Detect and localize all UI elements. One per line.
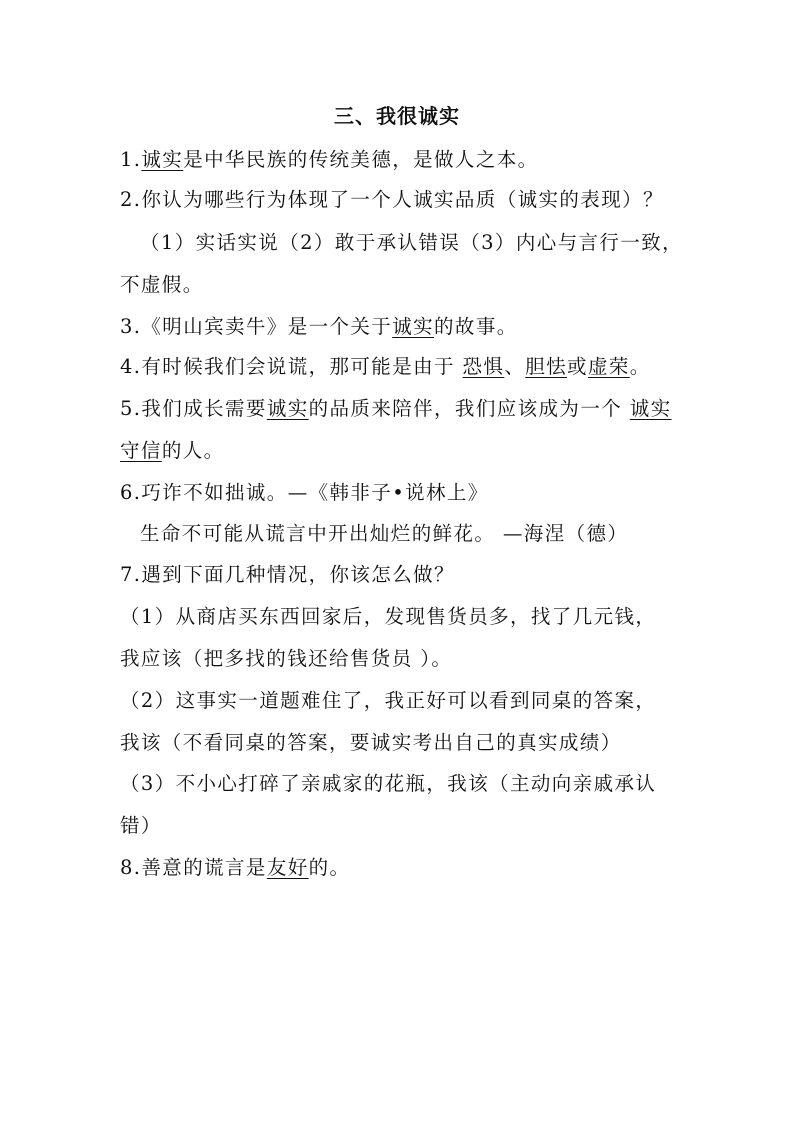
item-2-answer-line-1: （1）实话实说（2）敢于承认错误（3）内心与言行一致， [140,231,684,254]
item-3 [120,313,518,341]
item-7-question: 7.遇到下面几种情况，你该怎么做？ [120,563,455,586]
item-7-case-3-line-2: 错） [120,814,162,837]
item-1-number: 1. [120,148,142,171]
answer-blank: 胆怯 [525,355,568,378]
item-4 [120,353,651,381]
item-5-text-middle: 的品质来陪伴，我们应该成为一个 [308,397,623,420]
item-7-case-2-line-2: 我该（不看同桌的答案，要诚实考出自己的真实成绩） [120,731,622,754]
item-5-line-1 [120,395,672,423]
item-7-case-1-line-1: （1）从商店买东西回家后，发现售货员多，找了几元钱， [120,605,657,628]
item-2-answer-line-2: 不虚假。 [120,273,204,296]
item-2-question: 2.你认为哪些行为体现了一个人诚实品质（诚实的表现）？ [120,188,664,211]
answer-blank: 守信 [120,439,162,462]
item-1 [120,146,539,174]
answer-blank: 诚实 [629,397,672,420]
item-4-sep: 、 [504,355,526,378]
answer-blank: 诚实 [266,397,309,420]
item-7-case-3-line-1: （3）不小心打碎了亲戚家的花瓶，我该（主动向亲戚承认 [120,772,657,795]
answer-blank: 友好 [266,856,309,879]
item-1-text: 是中华民族的传统美德，是做人之本。 [183,148,539,171]
answer-blank: 诚实 [141,148,184,171]
answer-blank: 虚荣 [587,355,630,378]
item-6-line-2: 生命不可能从谎言中开出灿烂的鲜花。 —海涅（德） [140,522,629,545]
item-8-text-end: 的。 [308,856,351,879]
item-5-line-2 [120,437,225,465]
item-8-text: 8.善意的谎言是 [120,856,267,879]
item-7-case-1-line-2: 我应该（把多找的钱还给售货员 ）。 [120,647,453,670]
item-4-text: 4.有时候我们会说谎，那可能是由于 [120,355,455,378]
item-7-case-2-line-1: （2）这事实一道题难住了，我正好可以看到同桌的答案， [120,689,657,712]
item-3-text-end: 的故事。 [434,315,518,338]
item-5-text-end: 的人。 [161,439,225,462]
answer-blank: 诚实 [392,315,435,338]
item-3-text: 3.《明山宾卖牛》是一个关于 [120,315,393,338]
item-6-line-1: 6.巧诈不如拙诚。—《韩非子•说林上》 [120,481,489,504]
answer-blank: 恐惧 [462,355,505,378]
page-title: 三、我很诚实 [334,104,460,128]
item-4-sep: 或 [567,355,588,378]
item-4-text-end: 。 [629,355,651,378]
item-5-text: 5.我们成长需要 [120,397,267,420]
item-8 [120,854,350,882]
